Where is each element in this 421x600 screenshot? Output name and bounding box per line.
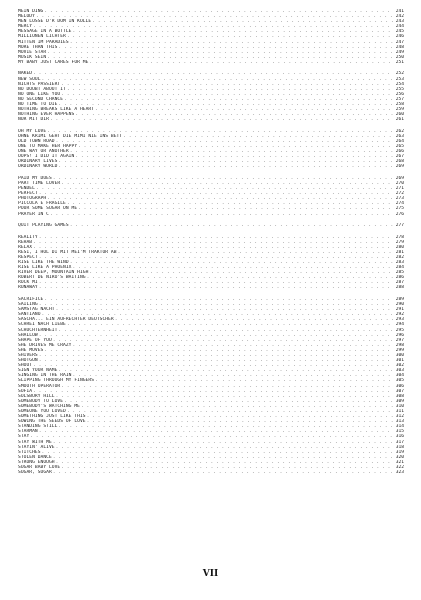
toc-entry-page: 286 bbox=[395, 275, 404, 281]
toc-entry-title: SCHREI NACH LIEBE bbox=[18, 322, 66, 328]
toc-entry-title: SHOTGUN bbox=[18, 358, 38, 364]
toc-entry-title: MUSIK SEIN bbox=[18, 54, 47, 60]
toc-entry-page: 260 bbox=[395, 112, 404, 118]
toc-entry-title: RELAX bbox=[18, 244, 33, 250]
toc-entry-page: 319 bbox=[395, 449, 404, 455]
toc-entry-page: 318 bbox=[395, 444, 404, 450]
toc-entry-title: PHOTOGRAPH bbox=[18, 196, 47, 202]
toc-entry-title: NEW SOUL bbox=[18, 76, 41, 82]
toc-entry-title: STAY WITH ME bbox=[18, 439, 52, 445]
toc-entry-title: SIGN YOUR NAME bbox=[18, 368, 58, 374]
toc-entry-title: SANTIANO bbox=[18, 312, 41, 318]
toc-entry-title: NOTHING EVER HAPPENS bbox=[18, 112, 75, 118]
toc-entry-title: PERFECT bbox=[18, 191, 38, 197]
toc-entry-title: NAKED bbox=[18, 71, 33, 77]
toc-entry-page: 271 bbox=[395, 186, 404, 192]
toc-entry-page: 261 bbox=[395, 117, 404, 123]
toc-entry-page: 305 bbox=[395, 378, 404, 384]
toc-entry-page: 264 bbox=[395, 138, 404, 144]
toc-entry-page: 309 bbox=[395, 398, 404, 404]
table-of-contents bbox=[18, 9, 404, 475]
toc-entry-title: PENDEL bbox=[18, 186, 35, 192]
toc-entry-page: 321 bbox=[395, 459, 404, 465]
toc-entry-page: 310 bbox=[395, 403, 404, 409]
toc-entry bbox=[18, 285, 404, 290]
dot-leader bbox=[58, 164, 393, 169]
toc-entry-title: NOTHING BREAKS LIKE A HEART bbox=[18, 107, 95, 113]
toc-entry-title: SOLSBURY HILL bbox=[18, 393, 55, 399]
toc-entry-title: PAID MY DUES bbox=[18, 175, 52, 181]
toc-entry-page: 287 bbox=[395, 280, 404, 286]
toc-entry-title: SASCHA... EIN AUFRECHTER DEUTSCHER bbox=[18, 317, 114, 323]
toc-entry-page: 306 bbox=[395, 383, 404, 389]
toc-entry-title: SAILING bbox=[18, 302, 38, 308]
toc-entry-page: 288 bbox=[395, 285, 404, 291]
toc-entry-title: SHE DRIVES ME CRAZY bbox=[18, 342, 72, 348]
toc-entry-page: 245 bbox=[395, 29, 404, 35]
toc-entry-page: 301 bbox=[395, 358, 404, 364]
toc-entry-title: SUGAR BABY LOVE bbox=[18, 465, 61, 471]
toc-entry-title: ORDINARY LIVES bbox=[18, 159, 58, 165]
toc-entry-title: SINGING IN THE RAIN bbox=[18, 373, 72, 379]
toc-entry-page: 272 bbox=[395, 191, 404, 197]
toc-entry-title: POUR SOME SUGAR ON ME bbox=[18, 206, 78, 212]
toc-entry-title: RIVER DEEP, MOUNTAIN HIGH bbox=[18, 270, 89, 276]
toc-entry-title: STOLEN DANCE bbox=[18, 454, 52, 460]
toc-entry-page: 248 bbox=[395, 44, 404, 50]
toc-entry-page: 280 bbox=[395, 244, 404, 250]
toc-entry-page: 250 bbox=[395, 54, 404, 60]
toc-entry-title: STAY bbox=[18, 434, 30, 440]
toc-entry-page: 323 bbox=[395, 470, 404, 476]
toc-entry-page: 284 bbox=[395, 265, 404, 271]
dot-leader bbox=[53, 470, 393, 475]
toc-entry-page: 246 bbox=[395, 34, 404, 40]
toc-entry-page: 275 bbox=[395, 206, 404, 212]
toc-entry-title: SOMETHING JUST LIKE THIS bbox=[18, 414, 86, 420]
toc-entry-page: 241 bbox=[395, 9, 404, 14]
toc-entry-page: 294 bbox=[395, 322, 404, 328]
toc-entry-title: SOMEONE YOU LOVED bbox=[18, 409, 66, 414]
toc-entry-page: 244 bbox=[395, 24, 404, 30]
toc-entry-page: 312 bbox=[395, 414, 404, 420]
toc-entry bbox=[18, 212, 404, 217]
toc-entry-page: 316 bbox=[395, 434, 404, 440]
toc-entry-title: PICCOLA E FRAGILE bbox=[18, 201, 66, 207]
toc-entry-page: 298 bbox=[395, 342, 404, 348]
toc-entry-title: SCHÜCHTERNHEIT bbox=[18, 327, 58, 333]
toc-entry-title: SOWING THE SEEDS OF LOVE bbox=[18, 419, 86, 425]
toc-entry-page: 278 bbox=[395, 234, 404, 240]
toc-entry-title: NO SECOND CHANCE bbox=[18, 96, 64, 102]
toc-entry-page: 295 bbox=[395, 327, 404, 333]
toc-entry-page: 302 bbox=[395, 363, 404, 369]
toc-entry-page: 256 bbox=[395, 91, 404, 97]
toc-entry-title: PRAYER IN C bbox=[18, 211, 49, 217]
toc-entry-title: SOMEBODY'S WATCHING ME bbox=[18, 403, 80, 409]
page-number: VII bbox=[202, 569, 219, 579]
toc-entry-page: 283 bbox=[395, 259, 404, 265]
toc-entry-title: SOFIA bbox=[18, 388, 33, 394]
toc-entry-title: RESI, I HOL DI MIT MEI'M TRAKTOR AB bbox=[18, 249, 117, 255]
toc-entry-title: REALITY bbox=[18, 234, 38, 240]
toc-entry-title: SOMEBODY TO LOVE bbox=[18, 398, 64, 404]
toc-entry-page: 297 bbox=[395, 337, 404, 343]
toc-entry-title: NUR MIT DIR bbox=[18, 117, 49, 123]
toc-entry-title: MITTEN IM PARADIES bbox=[18, 39, 69, 45]
toc-entry-page: 304 bbox=[395, 373, 404, 379]
toc-entry-title: MEN LOSSE D'R DOM IN KÖLLE bbox=[18, 19, 92, 25]
toc-entry-title: PART TIME LOVER bbox=[18, 180, 61, 186]
toc-entry-title: RISE LIKE THE WIND bbox=[18, 259, 69, 265]
toc-entry-page: 263 bbox=[395, 133, 404, 139]
toc-entry-page: 322 bbox=[395, 465, 404, 471]
toc-entry-page: 279 bbox=[395, 239, 404, 245]
toc-entry-title: ONE TO MAKE HER HAPPY bbox=[18, 144, 78, 150]
toc-entry-title: SHALLOW bbox=[18, 332, 38, 338]
toc-entry-page: 268 bbox=[395, 159, 404, 165]
toc-entry-page: 293 bbox=[395, 317, 404, 323]
toc-entry-title: NO DOUBT ABOUT IT bbox=[18, 86, 66, 92]
toc-entry-page: 243 bbox=[395, 19, 404, 25]
toc-entry-title: STITCHES bbox=[18, 449, 41, 455]
toc-entry-title: SHOUT bbox=[18, 363, 33, 369]
toc-entry-title: NO ONE LIKE YOU bbox=[18, 91, 61, 97]
toc-entry-title: MOVIE STAR bbox=[18, 49, 47, 55]
toc-entry-page: 307 bbox=[395, 388, 404, 394]
toc-entry-title: RUNAWAY bbox=[18, 285, 38, 291]
toc-entry-page: 274 bbox=[395, 201, 404, 207]
toc-entry-title: ONE WAY OR ANOTHER bbox=[18, 149, 69, 155]
toc-entry-page: 285 bbox=[395, 270, 404, 276]
toc-entry bbox=[18, 223, 404, 228]
toc-entry-page: 315 bbox=[395, 429, 404, 435]
toc-entry-page: 267 bbox=[395, 154, 404, 160]
toc-entry-page: 269 bbox=[395, 164, 404, 170]
toc-entry-page: 255 bbox=[395, 86, 404, 92]
toc-entry-title: ROCK MI bbox=[18, 280, 38, 286]
toc-entry-page: 257 bbox=[395, 96, 404, 102]
toc-entry-title: RESPECT bbox=[18, 254, 38, 260]
dot-leader bbox=[89, 60, 393, 65]
toc-entry-page: 249 bbox=[395, 49, 404, 55]
toc-entry-title: SAMSTAG NACHT bbox=[18, 307, 55, 313]
toc-entry-title: MELODY bbox=[18, 14, 35, 20]
toc-entry-title: ROBERT DE NIRO'S WAITING bbox=[18, 275, 86, 281]
toc-entry-page: 292 bbox=[395, 312, 404, 318]
dot-leader bbox=[50, 212, 393, 217]
toc-entry-title: OLD TOWN ROAD bbox=[18, 138, 55, 144]
toc-entry-title: MERCY bbox=[18, 24, 33, 30]
toc-entry bbox=[18, 60, 404, 65]
toc-entry-title: SHE MOVES bbox=[18, 347, 44, 353]
toc-entry-page: 259 bbox=[395, 107, 404, 113]
toc-entry-page: 290 bbox=[395, 302, 404, 308]
toc-entry-page: 303 bbox=[395, 368, 404, 374]
toc-entry-title: MILLIONEN LICHTER bbox=[18, 34, 66, 40]
toc-entry-page: 265 bbox=[395, 144, 404, 150]
toc-entry-page: 296 bbox=[395, 332, 404, 338]
toc-entry-page: 262 bbox=[395, 128, 404, 134]
toc-entry-title: SUGAR, SUGAR bbox=[18, 470, 52, 476]
toc-entry-page: 252 bbox=[395, 71, 404, 77]
toc-entry-title: STAYIN' ALIVE bbox=[18, 444, 55, 450]
toc-entry-page: 277 bbox=[395, 223, 404, 229]
toc-entry-title: SHIVERS bbox=[18, 352, 38, 358]
toc-entry-title: ORDINARY WORLD bbox=[18, 164, 58, 170]
toc-entry-title: REHAB bbox=[18, 239, 33, 245]
toc-entry-page: 291 bbox=[395, 307, 404, 313]
toc-entry-page: 311 bbox=[395, 409, 404, 414]
toc-entry-title: SMOOTH OPERATOR bbox=[18, 383, 61, 389]
toc-entry-page: 258 bbox=[395, 101, 404, 107]
toc-entry-title: MEIN DING bbox=[18, 9, 44, 14]
toc-entry-title: MORE THAN THIS bbox=[18, 44, 58, 50]
toc-entry-page: 254 bbox=[395, 81, 404, 87]
toc-entry-page: 270 bbox=[395, 180, 404, 186]
toc-entry-page: 281 bbox=[395, 249, 404, 255]
toc-entry-title: OHNE KRIMI GEHT DIE MIMI NIE INS BETT bbox=[18, 133, 123, 139]
toc-entry-title: QUIT PLAYING GAMES bbox=[18, 223, 69, 229]
toc-entry-page: 320 bbox=[395, 454, 404, 460]
toc-entry bbox=[18, 470, 404, 475]
toc-entry-page: 269 bbox=[395, 175, 404, 181]
toc-entry-title: MESSAGE IN A BOTTLE bbox=[18, 29, 72, 35]
toc-entry-page: 253 bbox=[395, 76, 404, 82]
toc-entry-page: 251 bbox=[395, 59, 404, 65]
toc-entry-page: 289 bbox=[395, 296, 404, 302]
toc-entry bbox=[18, 117, 404, 122]
toc-entry-page: 276 bbox=[395, 211, 404, 217]
toc-entry-page: 242 bbox=[395, 14, 404, 20]
toc-entry-title: MY BABY JUST CARES FOR ME bbox=[18, 59, 89, 65]
toc-entry-title: STANDING STILL bbox=[18, 424, 58, 430]
toc-entry-page: 317 bbox=[395, 439, 404, 445]
toc-entry-title: RISE LIKE A PHOENIX bbox=[18, 265, 72, 271]
toc-entry-page: 308 bbox=[395, 393, 404, 399]
toc-entry-page: 299 bbox=[395, 347, 404, 353]
dot-leader bbox=[50, 117, 393, 122]
toc-entry-page: 247 bbox=[395, 39, 404, 45]
dot-leader bbox=[39, 285, 393, 290]
toc-entry-page: 266 bbox=[395, 149, 404, 155]
toc-entry-title: SHAPE OF YOU bbox=[18, 337, 52, 343]
toc-entry-title: STRONG ENOUGH bbox=[18, 459, 55, 465]
toc-entry-page: 314 bbox=[395, 424, 404, 430]
toc-entry-title: OOPS! I DID IT AGAIN bbox=[18, 154, 75, 160]
toc-entry-page: 300 bbox=[395, 352, 404, 358]
toc-entry-title: NO TIME TO DIE bbox=[18, 101, 58, 107]
toc-entry-page: 282 bbox=[395, 254, 404, 260]
toc-entry-title: SACRIFICE bbox=[18, 296, 44, 302]
toc-entry-title: OH MY LOVE bbox=[18, 128, 47, 134]
toc-entry-title: SLIPPING THROUGH MY FINGERS bbox=[18, 378, 95, 384]
toc-entry-title: STARMAN bbox=[18, 429, 38, 435]
toc-entry-page: 273 bbox=[395, 196, 404, 202]
toc-entry-title: NICHTS PASSIERT bbox=[18, 81, 61, 87]
dot-leader bbox=[70, 223, 393, 228]
toc-entry-page: 313 bbox=[395, 419, 404, 425]
toc-entry bbox=[18, 164, 404, 169]
